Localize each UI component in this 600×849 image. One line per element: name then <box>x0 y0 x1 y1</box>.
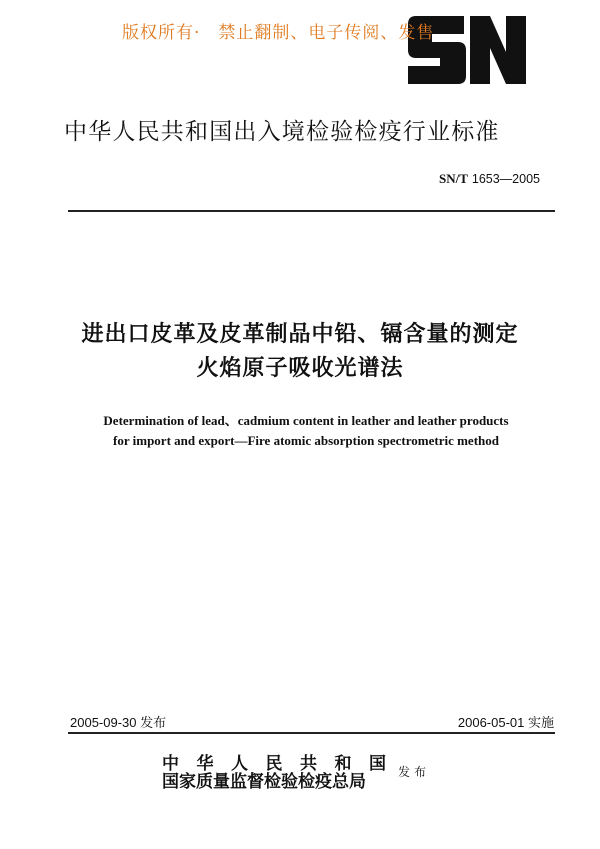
header-divider <box>68 210 555 212</box>
watermark-text-restrictions: 禁止翻制、电子传阅、发售 <box>218 23 435 43</box>
copyright-watermark <box>122 18 434 43</box>
header-title: 中华人民共和国出入境检验检疫行业标准 <box>64 119 500 145</box>
footer-divider <box>68 732 555 734</box>
issuer-agency: 国家质量监督检验检疫总局 <box>162 772 366 791</box>
issuer-action: 发布 <box>398 765 431 779</box>
issue-date: 2005-09-30 发布 <box>70 715 167 730</box>
document-title-en-line1: Determination of lead、cadmium content in leather and leather products <box>103 413 509 428</box>
document-title-zh-line2: 火焰原子吸收光谱法 <box>196 356 404 381</box>
watermark-text-rights: 版权所有· <box>122 23 201 43</box>
standard-prefix: SN/T <box>438 171 468 186</box>
issuer-country: 中华人民共和国 <box>162 754 404 773</box>
issuer-block <box>162 755 404 791</box>
standard-number <box>439 171 540 187</box>
standard-code: 1653—2005 <box>471 172 540 186</box>
implementation-date: 2006-05-01 实施 <box>457 715 554 730</box>
document-title-zh-line1: 进出口皮革及皮革制品中铅、镉含量的测定 <box>81 322 519 347</box>
document-title-en-line2: for import and export—Fire atomic absorption spectrometric method <box>113 433 499 448</box>
